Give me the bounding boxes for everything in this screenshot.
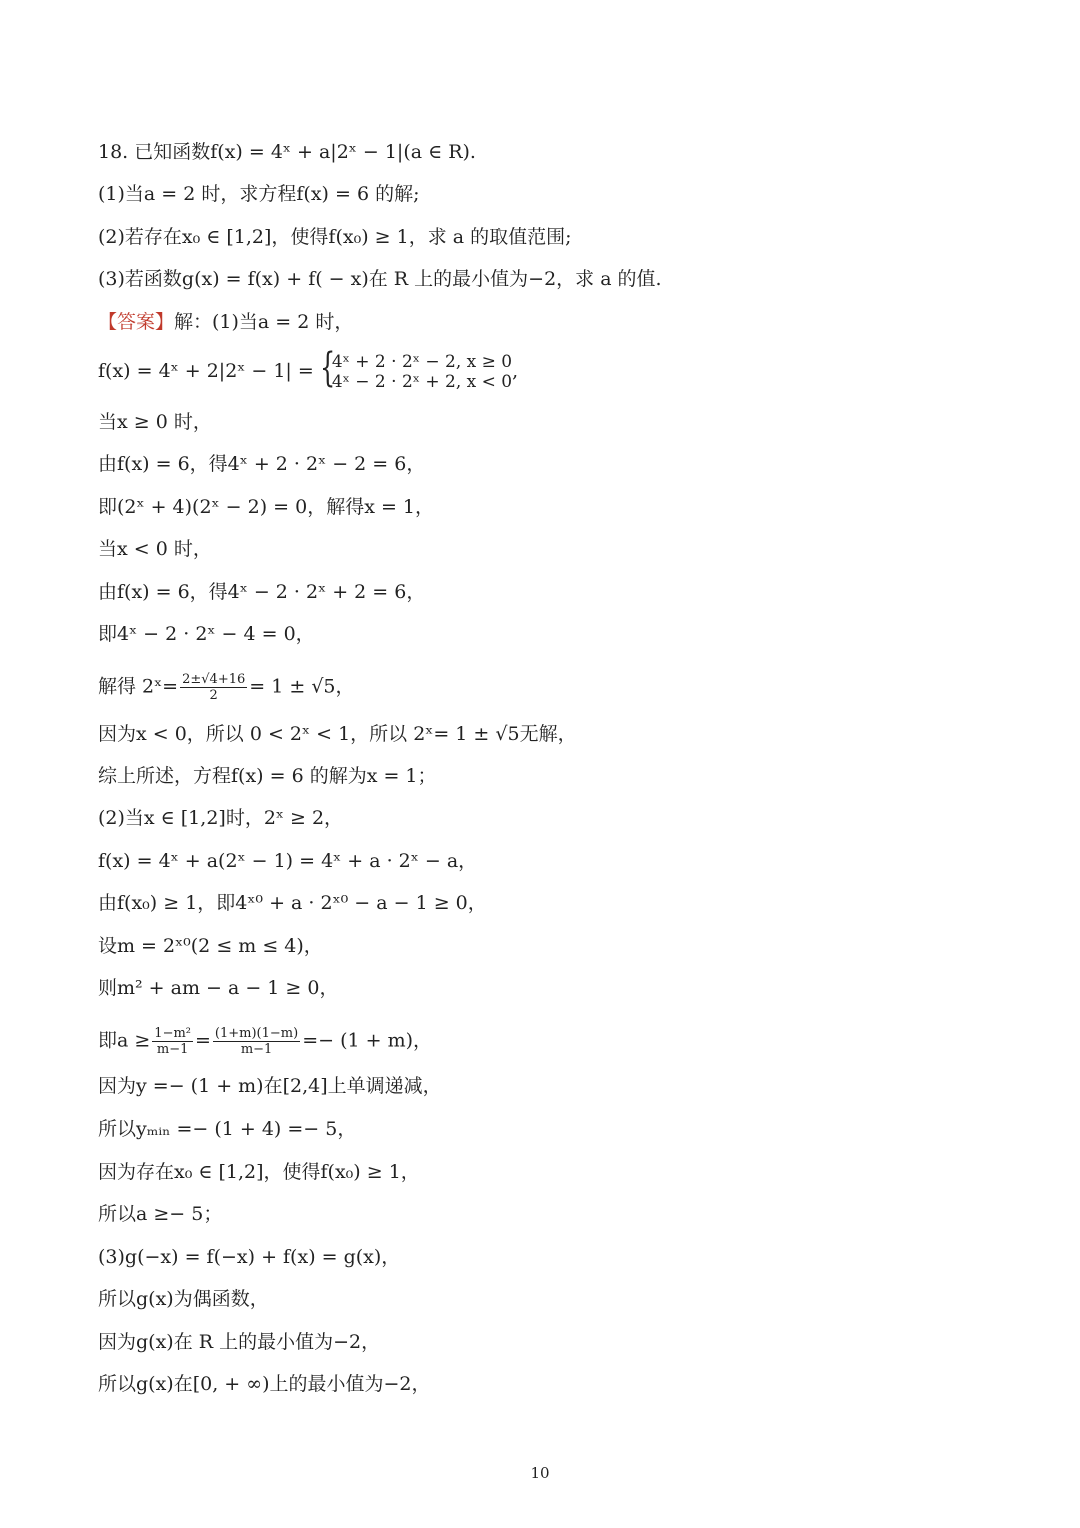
fraction xyxy=(152,1026,193,1057)
answer-line: 由f(x) = 6，得4ˣ + 2 · 2ˣ − 2 = 6， xyxy=(98,453,426,475)
fraction-line-pre: 即a ≥ xyxy=(98,1029,151,1052)
fraction xyxy=(213,1026,300,1057)
piece-bottom: 4ˣ − 2 · 2ˣ + 2, x < 0 xyxy=(331,372,513,392)
answer-line: f(x) = 4ˣ + a(2ˣ − 1) = 4ˣ + a · 2ˣ − a， xyxy=(98,850,478,872)
equals-sign: = xyxy=(195,1029,211,1052)
answer-line: 因为x < 0，所以 0 < 2ˣ < 1，所以 2ˣ= 1 ± √5无解， xyxy=(98,723,577,745)
answer-line: 所以g(x)在[0, + ∞)上的最小值为−2， xyxy=(98,1373,431,1395)
answer-line: 所以a ≥− 5； xyxy=(98,1203,223,1225)
fraction-denominator: m−1 xyxy=(156,1042,189,1057)
answer-line: 因为y =− (1 + m)在[2,4]上单调递减， xyxy=(98,1075,442,1097)
question-2: (2)若存在x₀ ∈ [1,2]，使得f(x₀) ≥ 1，求 a 的取值范围; xyxy=(98,226,572,248)
answer-line: 即4ˣ − 2 · 2ˣ − 4 = 0， xyxy=(98,623,315,645)
piece-end: , xyxy=(512,360,519,382)
answer-line: 由f(x) = 6，得4ˣ − 2 · 2ˣ + 2 = 6， xyxy=(98,581,426,603)
answer-line: 因为g(x)在 R 上的最小值为−2， xyxy=(98,1331,381,1353)
answer-intro-line xyxy=(98,310,353,334)
answer-line: (2)当x ∈ [1,2]时，2ˣ ≥ 2， xyxy=(98,807,344,829)
fraction-denominator: m−1 xyxy=(240,1042,273,1057)
answer-line: 则m² + am − a − 1 ≥ 0， xyxy=(98,977,339,999)
left-brace-icon: { xyxy=(319,345,336,391)
fraction-numerator: 2±√4+16 xyxy=(182,672,246,687)
problem-title: 18. 已知函数f(x) = 4ˣ + a|2ˣ − 1|(a ∈ R). xyxy=(98,141,476,163)
fraction-line xyxy=(98,672,355,703)
answer-line: 由f(x₀) ≥ 1，即4ˣ⁰ + a · 2ˣ⁰ − a − 1 ≥ 0， xyxy=(98,892,487,914)
fraction-numerator: (1+m)(1−m) xyxy=(214,1026,299,1041)
answer-line: 所以yₘᵢₙ =− (1 + 4) =− 5， xyxy=(98,1118,357,1140)
fraction-numerator: 1−m² xyxy=(154,1026,191,1041)
answer-intro: 解：(1)当a = 2 时， xyxy=(174,311,354,333)
answer-line: 所以g(x)为偶函数， xyxy=(98,1288,269,1310)
piecewise-line xyxy=(98,345,519,392)
fraction-line-post: =− (1 + m)， xyxy=(302,1029,433,1052)
fraction-denominator: 2 xyxy=(209,688,218,703)
fraction xyxy=(180,672,247,703)
piece-top: 4ˣ + 2 · 2ˣ − 2, x ≥ 0 xyxy=(331,352,513,372)
answer-line: 当x < 0 时， xyxy=(98,538,212,560)
fraction-line xyxy=(98,1026,432,1057)
fraction-line-post: = 1 ± √5， xyxy=(249,675,355,698)
answer-line: (3)g(−x) = f(−x) + f(x) = g(x)， xyxy=(98,1246,401,1268)
question-3: (3)若函数g(x) = f(x) + f( − x)在 R 上的最小值为−2，求 a 的值. xyxy=(98,268,662,290)
piecewise-brace-block xyxy=(319,345,513,392)
page-number: 10 xyxy=(530,1464,550,1482)
answer-line: 即(2ˣ + 4)(2ˣ − 2) = 0，解得x = 1， xyxy=(98,496,434,518)
answer-line: 因为存在x₀ ∈ [1,2]，使得f(x₀) ≥ 1， xyxy=(98,1161,420,1183)
answer-line: 设m = 2ˣ⁰(2 ≤ m ≤ 4)， xyxy=(98,935,323,957)
piecewise-lhs: f(x) = 4ˣ + 2|2ˣ − 1| = xyxy=(98,360,320,382)
answer-line: 当x ≥ 0 时， xyxy=(98,411,212,433)
answer-line: 综上所述，方程f(x) = 6 的解为x = 1； xyxy=(98,765,437,787)
answer-tag: 【答案】 xyxy=(98,311,175,333)
question-1: (1)当a = 2 时，求方程f(x) = 6 的解; xyxy=(98,183,420,205)
fraction-line-pre: 解得 2ˣ= xyxy=(98,675,179,698)
